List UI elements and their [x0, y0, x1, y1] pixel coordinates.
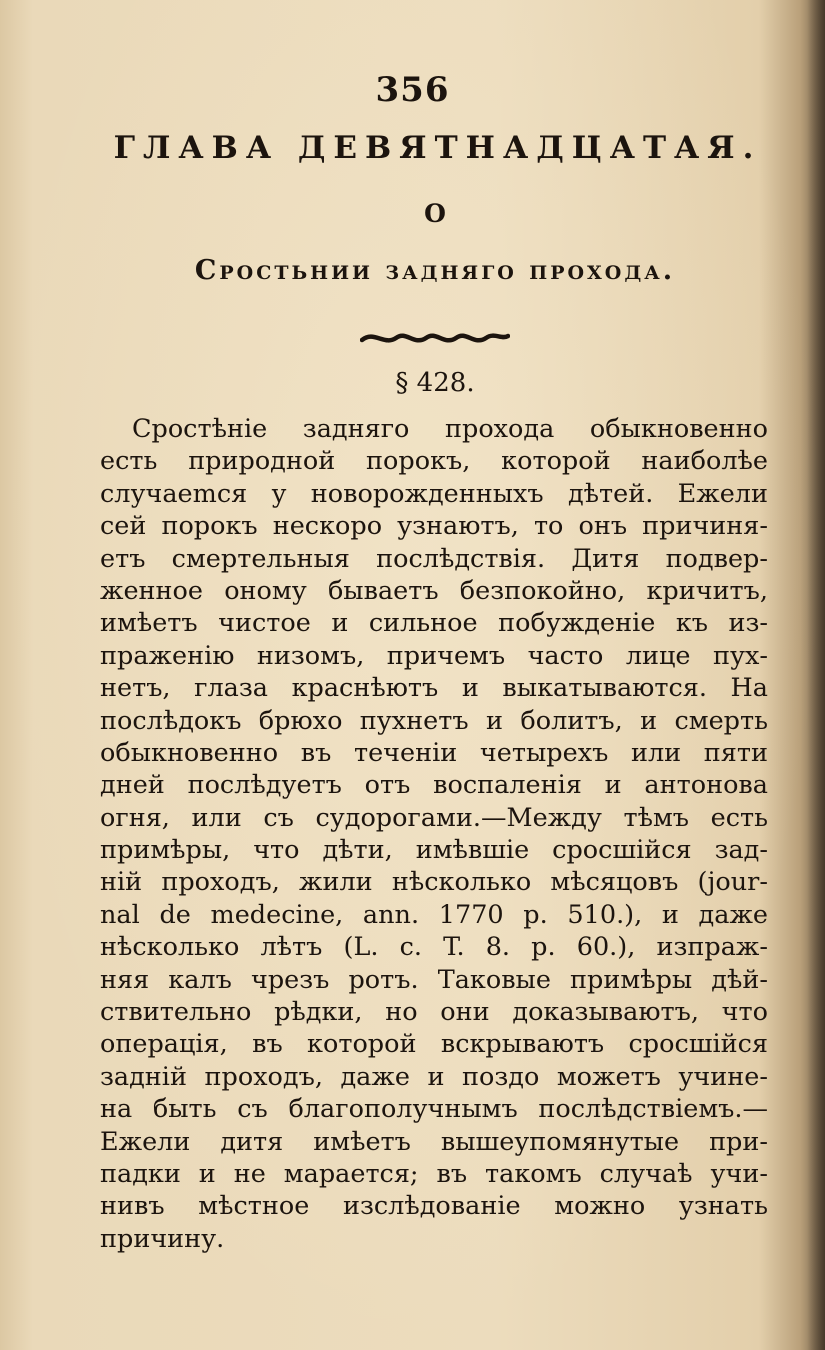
- text-line: сей порокъ нескоро узнаютъ, то онъ причиня-: [100, 511, 768, 542]
- text-line: имѣетъ чистое и сильное побужденіе къ из-: [100, 608, 768, 639]
- text-line: на быть съ благополучнымъ послѣдствіемъ.—: [100, 1094, 768, 1125]
- page-number: 356: [375, 70, 450, 110]
- section-number: § 428.: [395, 368, 475, 398]
- text-line: примѣры, что дѣти, имѣвшіе сросшійся зад-: [100, 835, 768, 866]
- text-line: случаеmся у новорожденныхъ дѣтей. Ежели: [100, 478, 768, 509]
- text-line: огня, или съ судорогами.—Между тѣмъ есть: [100, 802, 768, 833]
- text-line: дней послѣдуетъ отъ воспаленія и антонова: [100, 770, 768, 801]
- text-line: послѣдокъ брюхо пухнетъ и болитъ, и смерть: [100, 705, 768, 736]
- text-line: nal de medecine, ann. 1770 p. 510.), и даже: [100, 899, 768, 930]
- text-line: женное оному бываетъ безпокойно, кричитъ,: [100, 575, 768, 606]
- text-line: падки и не марается; въ такомъ случаѣ учи-: [100, 1158, 768, 1189]
- decorative-wave-ornament-icon: [360, 326, 510, 350]
- text-line: праженію низомъ, причемъ часто лице пух-: [100, 640, 768, 671]
- text-line: ній проходъ, жили нѣсколько мѣсяцовъ (jour-: [100, 867, 768, 898]
- chapter-subtitle: Сростьнии задняго прохода.: [194, 255, 676, 286]
- text-line: ствительно рѣдки, но они доказываютъ, что: [100, 997, 768, 1028]
- body-paragraph: [100, 413, 768, 1255]
- text-line: операція, въ которой вскрываютъ сросшійся: [100, 1029, 768, 1060]
- chapter-preposition: О: [424, 199, 446, 228]
- text-line: нѣсколько лѣтъ (L. c. T. 8. p. 60.), изпраж-: [100, 932, 768, 963]
- text-line: обыкновенно въ теченіи четырехъ или пяти: [100, 737, 768, 768]
- text-line: няя калъ чрезъ ротъ. Таковые примѣры дѣй-: [100, 964, 768, 995]
- text-line: Ежели дитя имѣетъ вышеупомянутые при-: [100, 1126, 768, 1157]
- text-line: задній проходъ, даже и поздо можетъ учине-: [100, 1061, 768, 1092]
- text-line: етъ смертельныя послѣдствія. Дитя подвер-: [100, 543, 768, 574]
- text-line: есть природной порокъ, которой наиболѣе: [100, 446, 768, 477]
- text-line: нивъ мѣстное изслѣдованіе можно узнать: [100, 1191, 768, 1222]
- text-line: причину.: [100, 1223, 225, 1254]
- text-line: Сростѣніе задняго прохода обыкновенно: [132, 414, 768, 444]
- text-line: нетъ, глаза краснѣютъ и выкатываются. На: [100, 673, 768, 704]
- chapter-title: ГЛАВА ДЕВЯТНАДЦАТАЯ.: [113, 130, 762, 166]
